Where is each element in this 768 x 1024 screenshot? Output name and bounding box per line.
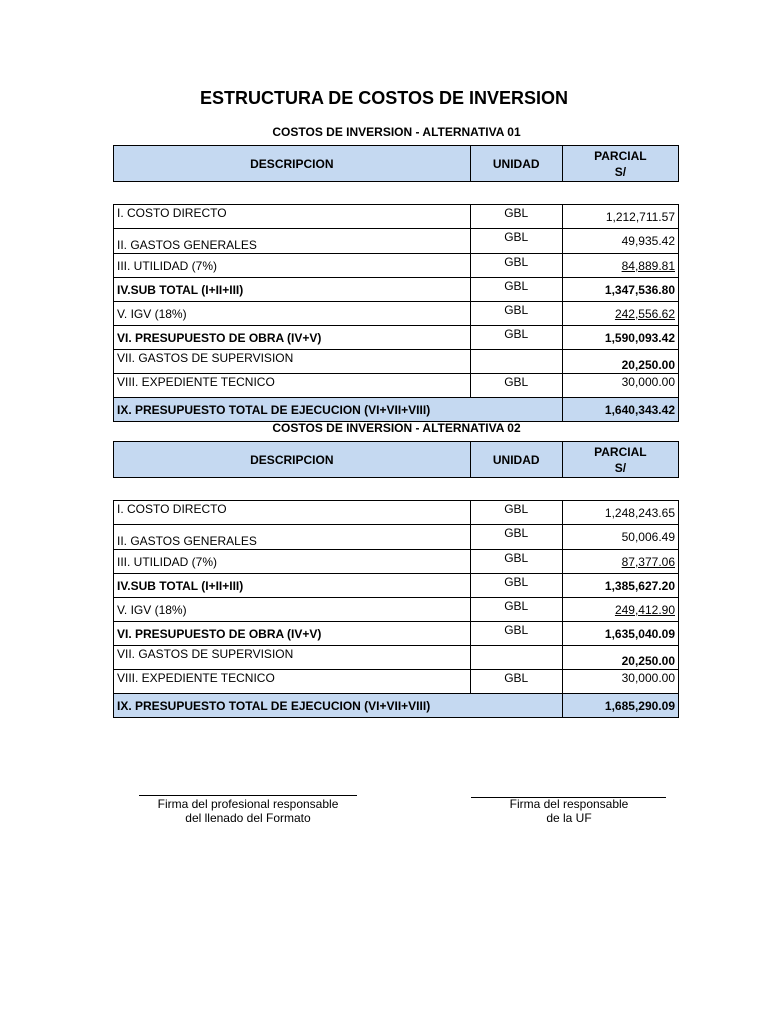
row-unit: GBL [470,501,562,525]
left-signature-line [139,795,357,796]
row-parcial-value: 249,412.90 [614,602,675,617]
left-signature-line1: Firma del profesional responsable [157,797,339,811]
row-unit: GBL [470,550,562,574]
table-row [114,254,679,278]
total-description: IX. PRESUPUESTO TOTAL DE EJECUCION (VI+VII+VIII) [114,398,563,422]
right-signature-line1: Firma del responsable [509,797,629,811]
header-parcial [562,442,678,478]
header-descripcion: DESCRIPCION [114,442,471,478]
row-description: VIII. EXPEDIENTE TECNICO [114,374,471,398]
row-unit: GBL [470,326,562,350]
table-row [114,574,679,598]
row-description: III. UTILIDAD (7%) [114,550,471,574]
row-description: III. UTILIDAD (7%) [114,254,471,278]
row-parcial-value: 87,377.06 [621,554,675,569]
total-parcial: 1,685,290.09 [562,694,678,718]
row-parcial [562,550,678,574]
row-description: VII. GASTOS DE SUPERVISION [114,350,471,374]
left-signature-caption [129,797,367,825]
row-description: VI. PRESUPUESTO DE OBRA (IV+V) [114,622,471,646]
row-parcial: 1,635,040.09 [562,622,678,646]
table-header-row [114,442,679,478]
row-unit: GBL [470,278,562,302]
row-description: II. GASTOS GENERALES [114,229,471,254]
table-row [114,302,679,326]
row-description: IV.SUB TOTAL (I+II+III) [114,574,471,598]
row-unit: GBL [470,205,562,229]
row-parcial: 1,212,711.57 [562,205,678,229]
row-unit: GBL [470,622,562,646]
total-description: IX. PRESUPUESTO TOTAL DE EJECUCION (VI+VII+VIII) [114,694,563,718]
row-parcial: 20,250.00 [562,350,678,374]
row-unit: GBL [470,374,562,398]
row-description: VIII. EXPEDIENTE TECNICO [114,670,471,694]
row-parcial: 1,248,243.65 [562,501,678,525]
row-parcial: 1,347,536.80 [562,278,678,302]
row-unit [470,646,562,670]
header-parcial [562,146,678,182]
table-row [114,525,679,550]
table-row [114,670,679,694]
row-unit: GBL [470,254,562,278]
header-parcial-label: PARCIAL [594,444,647,459]
row-parcial: 49,935.42 [562,229,678,254]
row-parcial: 50,006.49 [562,525,678,550]
header-parcial-currency: S/ [614,460,627,475]
table-row [114,501,679,525]
alternative-02-subtitle: COSTOS DE INVERSION - ALTERNATIVA 02 [272,421,521,435]
row-description: I. COSTO DIRECTO [114,501,471,525]
header-unidad: UNIDAD [470,146,562,182]
row-description: VII. GASTOS DE SUPERVISION [114,646,471,670]
row-description: VI. PRESUPUESTO DE OBRA (IV+V) [114,326,471,350]
cost-table-alternative-01 [113,145,679,422]
cost-table-alternative-02 [113,441,679,718]
row-parcial [562,254,678,278]
total-row [114,694,679,718]
row-description: II. GASTOS GENERALES [114,525,471,550]
table-row [114,374,679,398]
row-unit: GBL [470,574,562,598]
table-row [114,550,679,574]
table-row [114,229,679,254]
row-unit [470,350,562,374]
row-unit: GBL [470,302,562,326]
table-row [114,646,679,670]
table-row [114,205,679,229]
document-title: ESTRUCTURA DE COSTOS DE INVERSION [199,88,569,108]
table-header-row [114,146,679,182]
table-row [114,326,679,350]
row-description: V. IGV (18%) [114,598,471,622]
row-parcial-value: 84,889.81 [621,258,675,273]
row-description: I. COSTO DIRECTO [114,205,471,229]
left-signature-line2: del llenado del Formato [185,811,311,825]
right-signature-caption [469,797,669,825]
row-parcial: 1,385,627.20 [562,574,678,598]
total-parcial: 1,640,343.42 [562,398,678,422]
header-parcial-label: PARCIAL [594,148,647,163]
total-row [114,398,679,422]
table-row [114,622,679,646]
row-parcial: 20,250.00 [562,646,678,670]
table-row [114,350,679,374]
row-unit: GBL [470,229,562,254]
row-unit: GBL [470,670,562,694]
row-parcial: 1,590,093.42 [562,326,678,350]
table-row [114,598,679,622]
alternative-01-subtitle: COSTOS DE INVERSION - ALTERNATIVA 01 [272,125,521,139]
header-descripcion: DESCRIPCION [114,146,471,182]
row-parcial: 30,000.00 [562,374,678,398]
header-unidad: UNIDAD [470,442,562,478]
row-parcial [562,598,678,622]
header-parcial-currency: S/ [614,164,627,179]
right-signature-line2: de la UF [546,811,592,825]
row-unit: GBL [470,598,562,622]
row-parcial-value: 242,556.62 [614,306,675,321]
row-description: IV.SUB TOTAL (I+II+III) [114,278,471,302]
row-description: V. IGV (18%) [114,302,471,326]
table-row [114,278,679,302]
row-unit: GBL [470,525,562,550]
row-parcial: 30,000.00 [562,670,678,694]
row-parcial [562,302,678,326]
